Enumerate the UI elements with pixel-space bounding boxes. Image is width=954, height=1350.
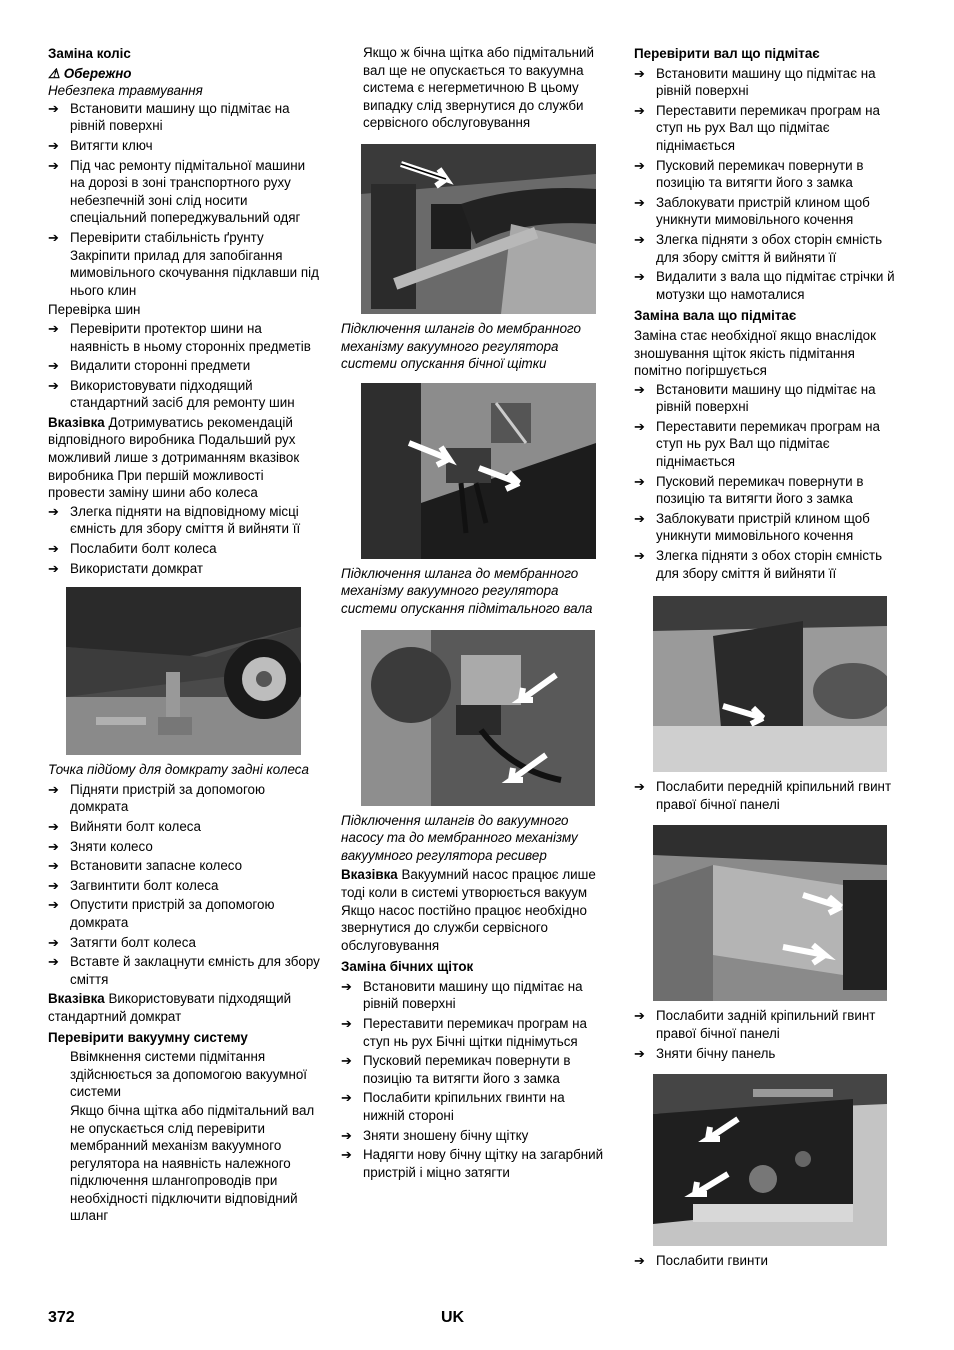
step-item <box>48 137 323 155</box>
arrow-right-icon: ➔ <box>341 1147 352 1163</box>
steps-f <box>634 65 906 304</box>
step-item <box>48 157 323 227</box>
column-middle <box>341 44 607 1183</box>
step-item <box>341 1052 607 1087</box>
photo-4-caption: Підключення шлангів до вакуумного насосу та до мембранного механізму вакуумного регулятора ресивер <box>341 812 578 863</box>
arrow-right-icon: ➔ <box>634 779 645 795</box>
arrow-right-icon: ➔ <box>48 358 59 374</box>
arrow-right-icon: ➔ <box>48 503 59 519</box>
photo-roller-hoses <box>361 383 596 559</box>
step-text: Надягти нову бічну щітку на загарбний пристрій і міцно затягти <box>363 1147 604 1180</box>
step-text: Пусковий перемикач повернути в позицію та витягти його з замка <box>656 157 864 191</box>
step-item <box>341 978 607 1013</box>
step-text: Встановити машину що підмітає на рівній поверхні <box>363 978 583 1012</box>
note-2 <box>48 990 323 1025</box>
step-text: Витягти ключ <box>70 137 153 153</box>
photo-front-screw <box>653 596 887 772</box>
step-text: Послабити передній кріпильний гвинт правої бічної панелі <box>656 779 892 812</box>
replace-roller-paragraph: Заміна стає необхідної якщо внаслідок зношування щіток якість підмітання помітно погіршується <box>634 327 876 379</box>
photo-side-brush-hoses-image <box>361 144 596 314</box>
arrow-right-icon: ➔ <box>634 381 645 397</box>
arrow-right-icon: ➔ <box>634 194 645 210</box>
step-item <box>634 381 906 416</box>
step-item <box>634 473 906 508</box>
photo-roller-hoses-image <box>361 383 596 559</box>
photo-jack-point-image <box>66 587 301 755</box>
step-text: Послабити задній кріпильний гвинт правої бічної панелі <box>656 1008 876 1041</box>
column-left <box>48 44 323 1226</box>
arrow-right-icon: ➔ <box>48 560 59 576</box>
step-text: Під час ремонту підмітальної машини на дорозі в зоні транспортного руху небезпечній зоні слід носити спеціальний попереджувальний одяг <box>70 157 306 226</box>
note-text: Вакуумний насос працює лише тоді коли в системі утворюється вакуум Якщо насос постійно працює необхідно звернутися до служби сервісного обслуговування <box>341 867 596 953</box>
step-item <box>48 540 323 558</box>
note-label: Вказівка <box>341 867 398 883</box>
step-item <box>48 229 323 299</box>
step-text: Зняти колесо <box>70 838 153 854</box>
steps-d <box>48 781 323 989</box>
arrow-right-icon: ➔ <box>48 858 59 874</box>
step-item <box>341 1127 607 1145</box>
wheels-heading: Заміна коліс <box>48 46 131 61</box>
step-item <box>634 1007 906 1042</box>
step-text: Встановити машину що підмітає на рівній поверхні <box>656 65 876 99</box>
step-text: Використати домкрат <box>70 560 204 576</box>
steps-g <box>634 381 906 583</box>
note-1 <box>48 414 323 502</box>
language-code: UK <box>441 1309 465 1326</box>
step-item <box>48 838 323 856</box>
step-item <box>341 1146 607 1181</box>
step-item <box>48 896 323 931</box>
steps-e <box>341 978 607 1182</box>
side-brush-heading: Заміна бічних щіток <box>341 959 474 975</box>
step-item <box>48 357 323 375</box>
step-text: Перевірити стабільність ґрунту Закріпити прилад для запобігання мимовільного скочування підклавши під нього клин <box>70 229 319 298</box>
check-roller-heading: Перевірити вал що підмітає <box>634 46 820 61</box>
intro-paragraph: Якщо ж бічна щітка або підмітальний вал ще не опускається то вакуумна система є негерметичною В цьому випадку слід звернутися до служби сервісного обслуговування <box>363 45 594 131</box>
step-item <box>634 1045 906 1063</box>
arrow-right-icon: ➔ <box>634 102 645 118</box>
step-text: Переставити перемикач програм на ступ нь рух Вал що підмітає піднімається <box>656 102 880 153</box>
step-text: Заблокувати пристрій клином щоб уникнути мимовільного кочення <box>656 194 870 228</box>
photo-vacuum-pump-hoses <box>361 630 595 806</box>
step-text: Послабити кріпильних гвинти на нижній стороні <box>363 1090 565 1124</box>
step-text: Встановити машину що підмітає на рівній поверхні <box>70 100 290 134</box>
photo-screws-image <box>653 1074 887 1246</box>
arrow-right-icon: ➔ <box>634 473 645 489</box>
step-item <box>48 320 323 355</box>
arrow-right-icon: ➔ <box>634 65 645 81</box>
step-item <box>634 268 906 303</box>
step-text: Послабити болт колеса <box>70 541 217 557</box>
step-item <box>48 377 323 412</box>
arrow-right-icon: ➔ <box>341 978 352 994</box>
arrow-right-icon: ➔ <box>48 838 59 854</box>
arrow-right-icon: ➔ <box>341 1053 352 1069</box>
step-text: Злегка підняти на відповідному місці ємність для збору сміття й вийняти її <box>70 503 301 537</box>
arrow-right-icon: ➔ <box>48 897 59 913</box>
arrow-right-icon: ➔ <box>634 1045 645 1061</box>
photo-1-caption: Точка підйому для домкрату задні колеса <box>48 762 309 778</box>
step-text: Видалити з вала що підмітає стрічки й мотузки що намоталися <box>656 269 895 302</box>
arrow-right-icon: ➔ <box>48 377 59 393</box>
arrow-right-icon: ➔ <box>48 157 59 173</box>
step-text: Заблокувати пристрій клином щоб уникнути мимовільного кочення <box>656 510 870 544</box>
photo-side-brush-hoses <box>361 144 596 314</box>
arrow-right-icon: ➔ <box>634 231 645 247</box>
step-text: Послабити гвинти <box>656 1253 768 1269</box>
photo-rear-screw <box>653 825 887 1001</box>
note-text: Використовувати підходящий стандартний домкрат <box>48 991 292 1024</box>
photo-3-caption: Підключення шланга до мембранного механізму вакуумного регулятора системи опускання підмітального вала <box>341 565 593 616</box>
steps-b <box>48 320 323 412</box>
arrow-right-icon: ➔ <box>634 510 645 526</box>
step-item <box>634 1252 906 1270</box>
step-item <box>48 560 323 578</box>
arrow-right-icon: ➔ <box>48 781 59 797</box>
step-text: Злегка підняти з обох сторін ємність для збору сміття й вийняти її <box>656 231 883 265</box>
arrow-right-icon: ➔ <box>48 934 59 950</box>
step-item <box>48 100 323 135</box>
column-right <box>634 44 906 1272</box>
step-item <box>48 818 323 836</box>
arrow-right-icon: ➔ <box>48 954 59 970</box>
step-text: Пусковий перемикач повернути в позицію та витягти його з замка <box>363 1053 571 1086</box>
steps-i <box>634 1007 906 1062</box>
arrow-right-icon: ➔ <box>48 877 59 893</box>
arrow-right-icon: ➔ <box>48 819 59 834</box>
arrow-right-icon: ➔ <box>634 157 645 173</box>
step-text: Видалити сторонні предмети <box>70 358 251 374</box>
steps-j <box>634 1252 906 1270</box>
step-item <box>634 231 906 266</box>
step-text: Встановити запасне колесо <box>70 858 243 874</box>
steps-a <box>48 100 323 300</box>
note-label: Вказівка <box>48 991 105 1007</box>
arrow-right-icon: ➔ <box>48 100 59 116</box>
step-text: Встановити машину що підмітає на рівній поверхні <box>656 381 876 415</box>
step-item <box>48 503 323 538</box>
step-text: Вставте й заклацнути ємність для збору сміття <box>70 954 320 987</box>
step-item <box>48 934 323 952</box>
step-text: Злегка підняти з обох сторін ємність для збору сміття й вийняти її <box>656 548 883 581</box>
steps-c <box>48 503 323 577</box>
arrow-right-icon: ➔ <box>634 1008 645 1024</box>
photo-screws <box>653 1074 887 1246</box>
step-item <box>634 778 906 813</box>
step-text: Пусковий перемикач повернути в позицію та витягти його з замка <box>656 473 864 507</box>
step-text: Переставити перемикач програм на ступ нь рух Вал що підмітає піднімається <box>656 418 880 470</box>
step-item <box>634 194 906 229</box>
step-item <box>634 510 906 545</box>
step-item <box>634 65 906 100</box>
arrow-right-icon: ➔ <box>341 1127 352 1143</box>
vacuum-paragraph-2: Якщо бічна щітка або підмітальний вал не опускається слід перевірити мембранний механізм вакуумного регулятора на наявність належного підключення шлангопроводів при необхідності підключити відповідний шланг <box>70 1102 315 1224</box>
tyre-check-label: Перевірка шин <box>48 302 141 318</box>
step-text: Загвинтити болт колеса <box>70 877 219 893</box>
step-item <box>48 857 323 875</box>
vacuum-paragraph-1: Ввімкнення системи підмітання здійснюється за допомогою вакуумної системи <box>70 1049 308 1100</box>
note-3 <box>341 866 607 954</box>
arrow-right-icon: ➔ <box>48 320 59 336</box>
note-text: Дотримуватись рекомендацій відповідного виробника Подальший рух можливий лише з дотриманням вказівок виробника При першій можливості провести заміну шини або колеса <box>48 414 300 501</box>
step-text: Опустити пристрій за допомогою домкрата <box>70 897 275 930</box>
arrow-right-icon: ➔ <box>634 269 645 285</box>
arrow-right-icon: ➔ <box>48 541 59 557</box>
arrow-right-icon: ➔ <box>634 418 645 434</box>
step-item <box>634 418 906 471</box>
photo-vacuum-pump-hoses-image <box>361 630 595 806</box>
page-number: 372 <box>48 1309 75 1326</box>
step-text: Перевірити протектор шини на наявність в ньому сторонніх предметів <box>70 320 311 354</box>
step-item <box>634 102 906 155</box>
photo-front-screw-image <box>653 596 887 772</box>
photo-2-caption: Підключення шлангів до мембранного механізму вакуумного регулятора системи опускання бічної щітки <box>341 320 581 372</box>
arrow-right-icon: ➔ <box>48 229 59 245</box>
arrow-right-icon: ➔ <box>341 1090 352 1106</box>
step-item <box>341 1089 607 1124</box>
injury-hazard: Небезпека травмування <box>48 83 203 99</box>
step-item <box>48 781 323 816</box>
step-item <box>634 157 906 192</box>
step-item <box>341 1015 607 1050</box>
warning-label: ⚠ Обережно <box>48 65 132 81</box>
step-item <box>48 877 323 895</box>
step-text: Зняти зношену бічну щітку <box>363 1127 529 1143</box>
photo-jack-point <box>66 587 301 755</box>
note-label: Вказівка <box>48 414 105 430</box>
step-item <box>634 547 906 582</box>
step-text: Використовувати підходящий стандартний засіб для ремонту шин <box>70 377 295 411</box>
arrow-right-icon: ➔ <box>634 1253 645 1269</box>
replace-roller-heading: Заміна вала що підмітає <box>634 308 797 324</box>
step-text: Переставити перемикач програм на ступ нь рух Бічні щітки піднімуться <box>363 1016 587 1049</box>
vacuum-heading: Перевірити вакуумну систему <box>48 1029 248 1045</box>
step-item <box>48 953 323 988</box>
step-text: Підняти пристрій за допомогою домкрата <box>70 781 266 815</box>
step-text: Зняти бічну панель <box>656 1045 776 1061</box>
arrow-right-icon: ➔ <box>634 548 645 564</box>
step-text: Вийняти болт колеса <box>70 819 201 834</box>
arrow-right-icon: ➔ <box>341 1016 352 1032</box>
steps-h <box>634 778 906 813</box>
step-text: Затягти болт колеса <box>70 934 196 950</box>
arrow-right-icon: ➔ <box>48 137 59 153</box>
photo-rear-screw-image <box>653 825 887 1001</box>
